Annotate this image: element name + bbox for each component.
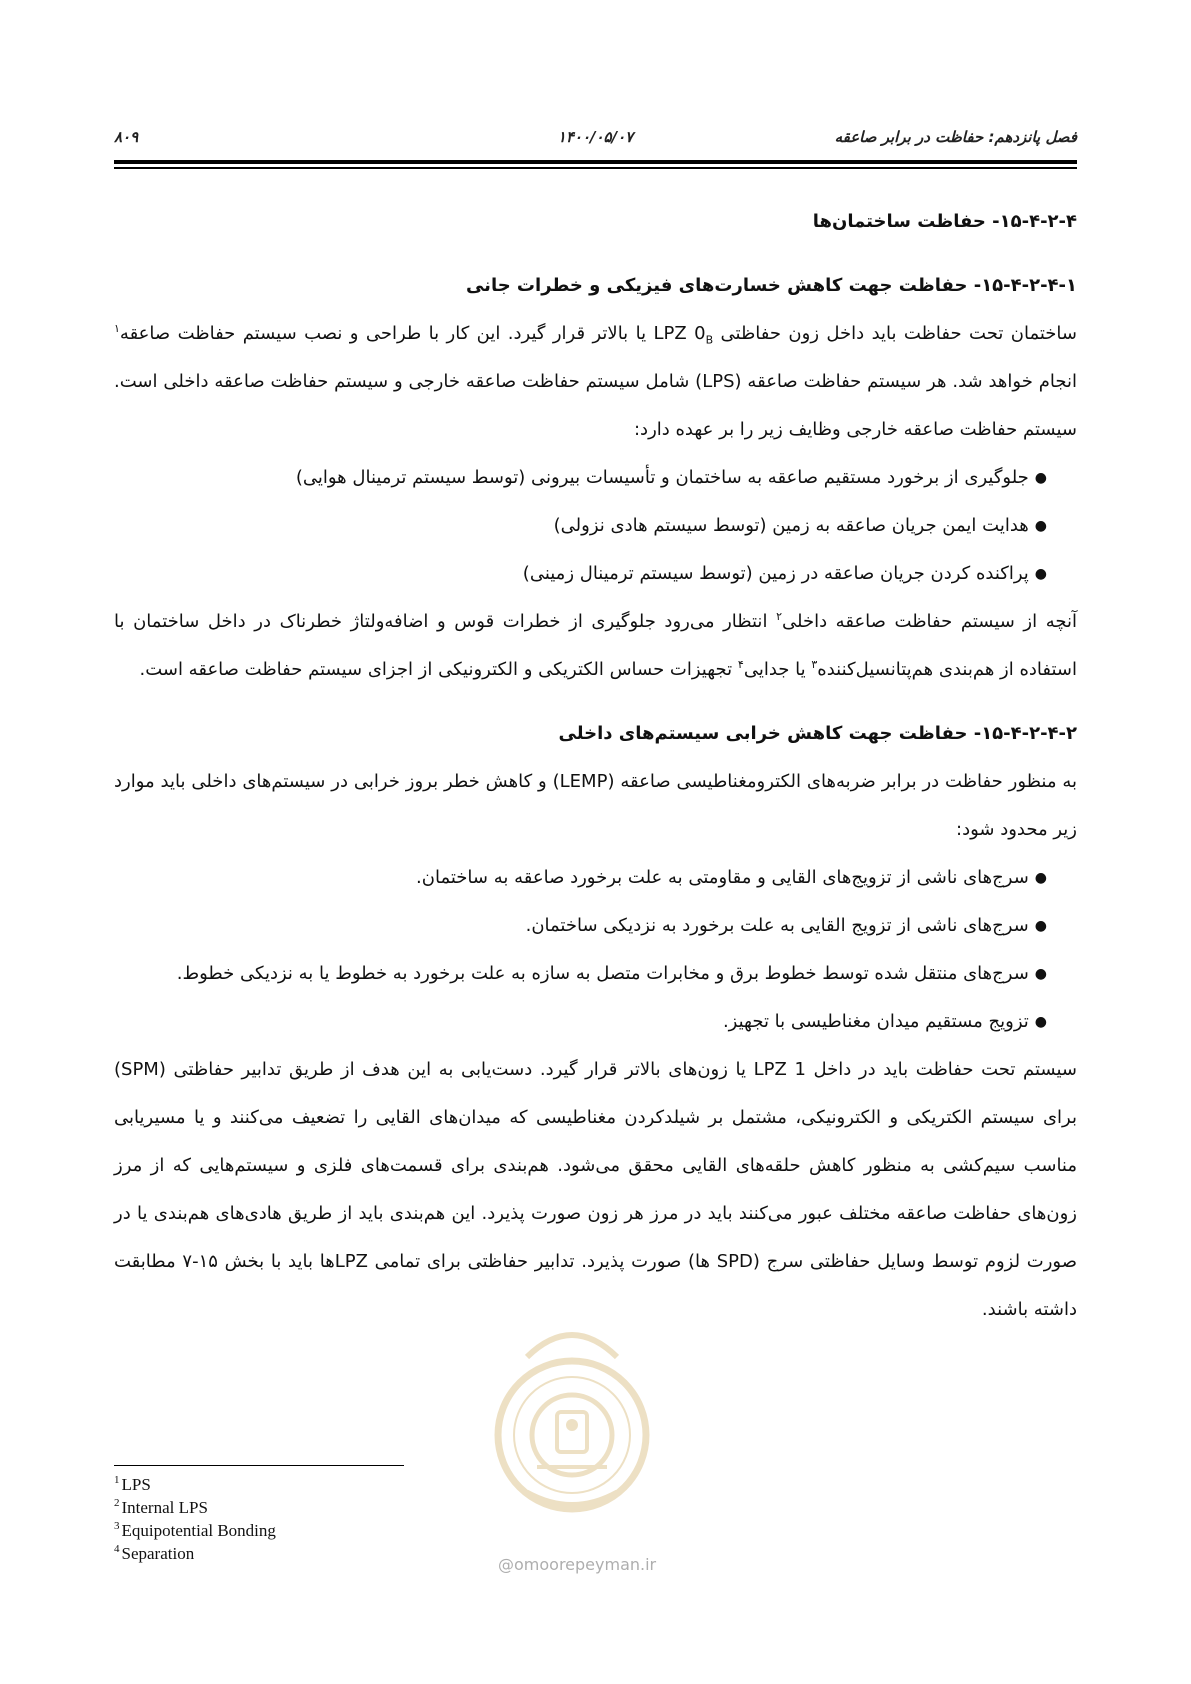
bullet-icon: ● [1034,518,1047,534]
external-lps-duties-list [114,454,1077,598]
footnote-ref-4[interactable]: ۴ [737,658,744,671]
list-item-text: هدایت ایمن جریان صاعقه به زمین (توسط سیستم هادی نزولی) [553,515,1029,536]
text-run: تجهیزات حساس الکتریکی و الکترونیکی از اجزای سیستم حفاظت صاعقه است. [139,659,733,680]
footnote-text: Equipotential Bonding [121,1521,276,1540]
footnote-text: LPS [121,1475,151,1494]
bullet-icon: ● [1034,566,1047,582]
section-heading: ۱۵-۴-۲-۴- حفاظت ساختمان‌ها [812,211,1077,232]
footnote-number: 3 [114,1520,120,1533]
text-run: یا جدایی [743,659,806,680]
footnote-ref-1[interactable]: ۱ [114,322,120,335]
subsection-2-heading: ۱۵-۴-۲-۴-۲- حفاظت جهت کاهش خرابی سیستم‌های داخلی [558,723,1077,744]
footnote-number: 1 [114,1474,120,1487]
page-header [114,128,1077,158]
bullet-icon: ● [1034,966,1047,982]
bullet-icon: ● [1034,470,1047,486]
surge-sources-list [114,854,1077,1046]
list-item [114,454,1047,502]
text-run: یا بالاتر قرار گیرد. این کار با طراحی و نصب سیستم حفاظت صاعقه [119,323,647,344]
bullet-icon: ● [1034,1014,1047,1030]
header-rule-thick [114,160,1077,164]
text-run: ساختمان تحت حفاظت باید داخل زون حفاظتی [720,323,1077,344]
list-item-text: سرج‌های منتقل شده توسط خطوط برق و مخابرات متصل به سازه به علت برخورد به خطوط یا به نزدیکی خطوط. [176,963,1029,984]
header-date: ۱۴۰۰/۰۵/۰۷ [557,128,634,146]
list-item-text: سرج‌های ناشی از تزویج‌های القایی و مقاومتی به علت برخورد صاعقه به ساختمان. [416,867,1029,888]
footnote-ref-3[interactable]: ۳ [811,658,818,671]
text-run: انجام خواهد شد. هر سیستم حفاظت صاعقه (LPS) شامل سیستم حفاظت صاعقه خارجی و سیستم حفاظت صاعقه داخلی است. سیستم حفاظت صاعقه خارجی وظایف زیر را بر عهده دارد: [114,371,1077,440]
footnote-ref-2[interactable]: ۲ [776,610,782,623]
footnote-rule [114,1465,404,1466]
list-item-text: سرج‌های ناشی از تزویج القایی به علت برخورد به نزدیکی ساختمان. [525,915,1029,936]
lpz-term-text: LPZ 0 [653,323,706,344]
watermark-site-text: @omoorepeyman.ir [498,1555,657,1574]
subsection-1-paragraph-1 [114,310,1077,454]
lpz-term [653,323,714,347]
list-item [114,998,1047,1046]
bullet-icon: ● [1034,918,1047,934]
footnotes [114,1473,276,1565]
footnote-4 [114,1542,276,1565]
watermark-seal-icon [487,1317,657,1535]
lpz-subscript: B [705,333,714,347]
footnote-number: 4 [114,1543,120,1556]
bullet-icon: ● [1034,870,1047,886]
list-item [114,950,1047,998]
list-item [114,502,1047,550]
list-item [114,854,1047,902]
subsection-2-paragraph-2: سیستم تحت حفاظت باید در داخل LPZ 1 یا زون‌های بالاتر قرار گیرد. دست‌یابی به این هدف از طریق تدابیر حفاظتی (SPM) برای سیستم الکتریکی و الکترونیکی، مشتمل بر شیلدکردن مغناطیسی که میدان‌های القایی را تضعیف می‌کنند و یا مسیریابی مناسب سیم‌کشی به منظور کاهش حلقه‌های القایی محقق می‌شود. هم‌بندی برای قسمت‌های فلزی و سیستم‌هایی که از مرز زون‌های حفاظت صاعقه مختلف عبور می‌کنند باید در مرز هر زون صورت پذیرد. این هم‌بندی باید از طریق هادی‌های هم‌بندی یا در صورت لزوم توسط وسایل حفاظتی سرج (SPD ها) صورت پذیرد. تدابیر حفاظتی برای تمامی LPZها باید با بخش ۱۵-۷ مطابقت داشته باشند. [114,1059,1078,1320]
list-item [114,902,1047,950]
list-item-text: جلوگیری از برخورد مستقیم صاعقه به ساختمان و تأسیسات بیرونی (توسط سیستم ترمینال هوایی) [295,467,1029,488]
footnote-text: Separation [121,1544,195,1563]
subsection-1-paragraph-2 [114,598,1077,694]
footnote-3 [114,1519,276,1542]
footnote-1 [114,1473,276,1496]
footnote-2 [114,1496,276,1519]
page-body [114,198,1077,1334]
subsection-2-paragraph-1: به منظور حفاظت در برابر ضربه‌های الکترومغناطیسی صاعقه (LEMP) و کاهش خطر بروز خرابی در سیستم‌های داخلی باید موارد زیر محدود شود: [114,771,1077,840]
list-item-text: پراکنده کردن جریان صاعقه در زمین (توسط سیستم ترمینال زمینی) [522,563,1029,584]
text-run: آنچه از سیستم حفاظت صاعقه داخلی [781,611,1077,632]
list-item-text: تزویج مستقیم میدان مغناطیسی با تجهیز. [722,1011,1029,1032]
footnote-text: Internal LPS [121,1498,208,1517]
header-rule-thin [114,167,1077,169]
page-number: ۸۰۹ [114,128,139,146]
text-run: انتظار می‌رود جلوگیری از خطرات قوس و اضافه‌ولتاژ خطرناک در داخل ساختمان با استفاده از هم‌بندی هم‌پتانسیل‌کننده [114,611,1077,680]
list-item [114,550,1047,598]
chapter-title: فصل پانزدهم: حفاظت در برابر صاعقه [834,128,1077,146]
footnote-number: 2 [114,1497,120,1510]
subsection-1-heading: ۱۵-۴-۲-۴-۱- حفاظت جهت کاهش خسارت‌های فیزیکی و خطرات جانی [465,275,1077,296]
